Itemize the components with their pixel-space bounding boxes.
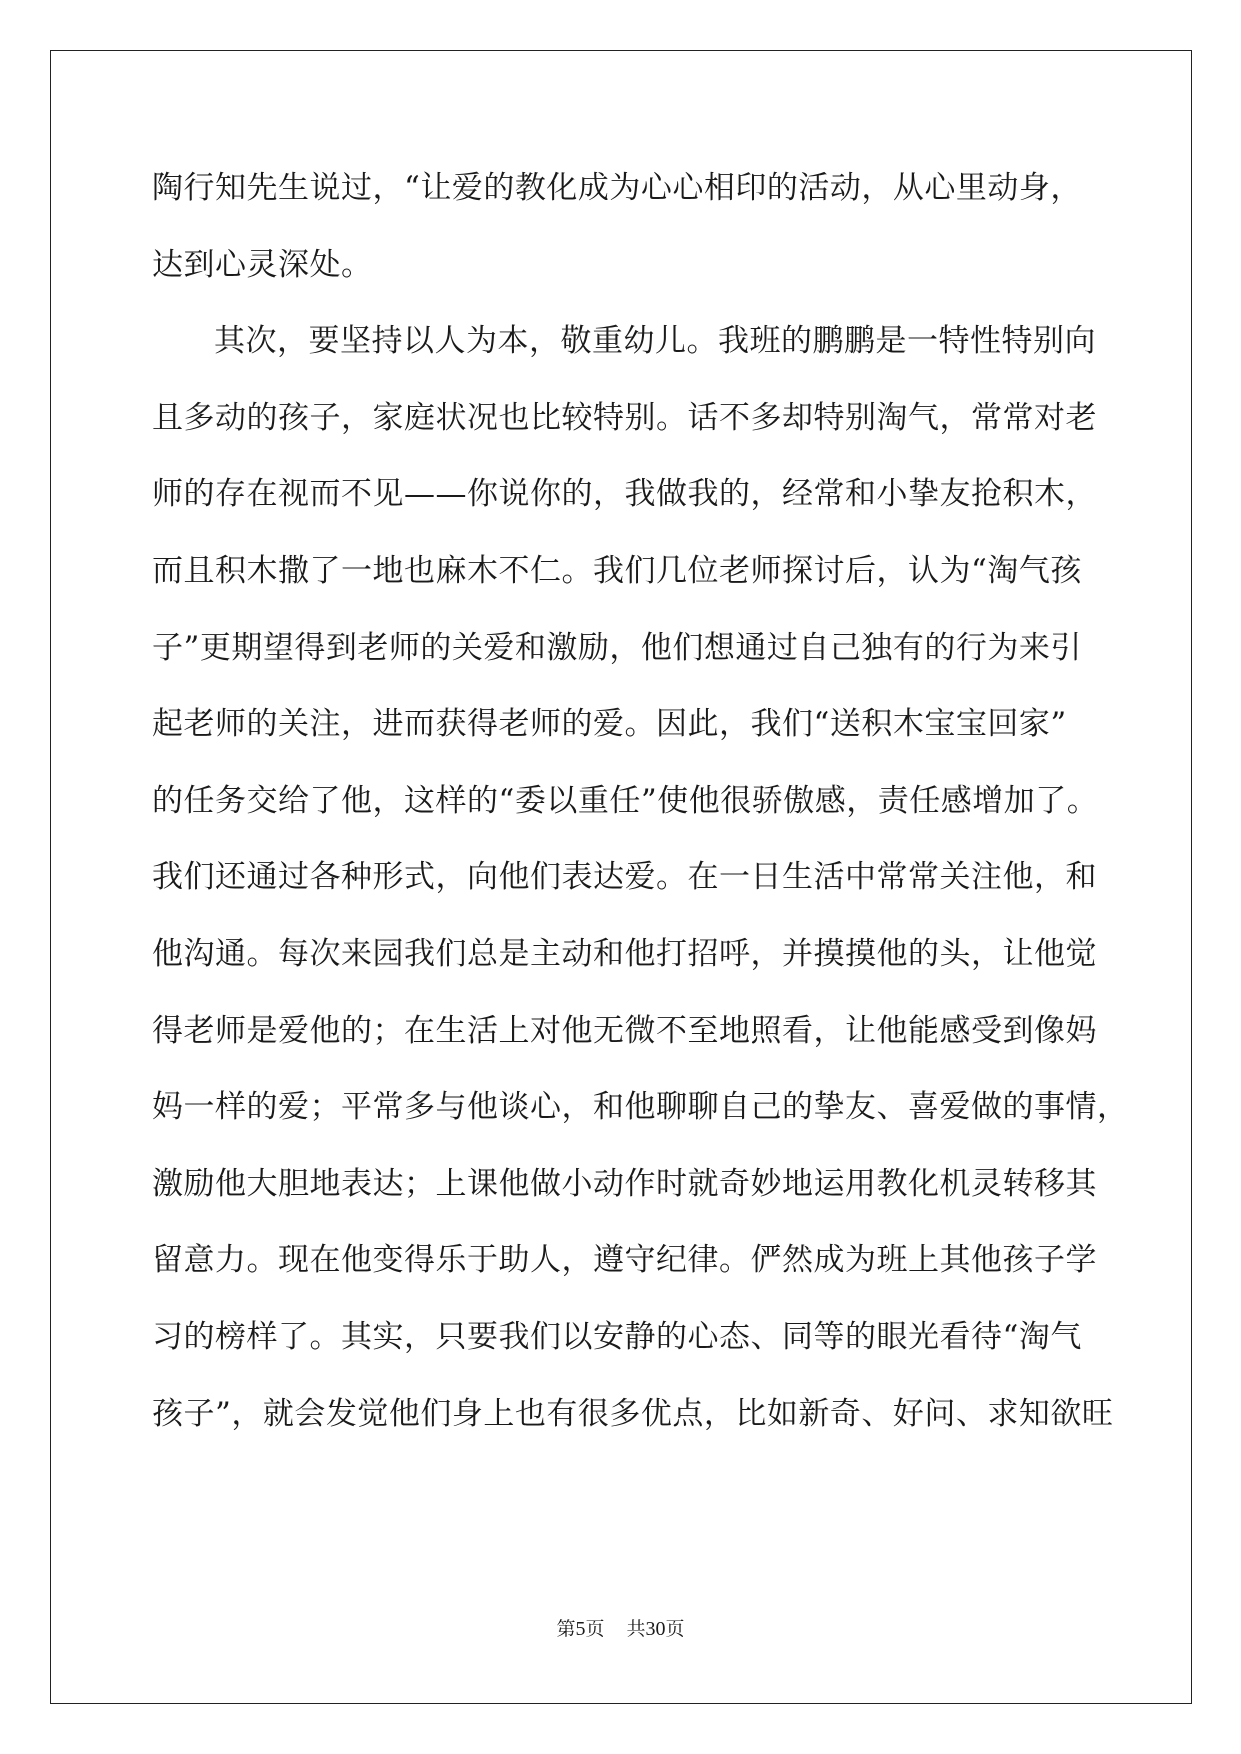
- text-line: 得老师是爱他的；在生活上对他无微不至地照看，让他能感受到像妈: [152, 1012, 1097, 1049]
- page-number: 5: [575, 1618, 586, 1640]
- text-line: 达到心灵深处。: [152, 246, 373, 283]
- text-line: 他沟通。每次来园我们总是主动和他打招呼，并摸摸他的头，让他觉: [152, 935, 1097, 972]
- text-line: 师的存在视而不见——你说你的，我做我的，经常和小挚友抢积木，: [152, 476, 1097, 513]
- text-line: 的任务交给了他，这样的“委以重任”使他很骄傲感，责任感增加了。: [152, 782, 1099, 819]
- text-line: 子”更期望得到老师的关爱和激励，他们想通过自己独有的行为来引: [152, 629, 1082, 666]
- text-line: 妈一样的爱；平常多与他谈心，和他聊聊自己的挚友、喜爱做的事情，: [152, 1089, 1129, 1126]
- text-line: 起老师的关注，进而获得老师的爱。因此，我们“送积木宝宝回家”: [152, 706, 1067, 743]
- page-prefix: 第: [556, 1618, 576, 1640]
- text-line: 而且积木撒了一地也麻木不仁。我们几位老师探讨后，认为“淘气孩: [152, 552, 1082, 589]
- page-suffix: 页: [585, 1618, 605, 1640]
- text-line: 我们还通过各种形式，向他们表达爱。在一日生活中常常关注他，和: [152, 859, 1097, 896]
- total-suffix: 页: [665, 1618, 685, 1640]
- text-line: 习的榜样了。其实，只要我们以安静的心态、同等的眼光看待“淘气: [152, 1318, 1082, 1355]
- text-line: 孩子”，就会发觉他们身上也有很多优点，比如新奇、好问、求知欲旺: [152, 1395, 1114, 1432]
- page-footer: [0, 1614, 1241, 1641]
- text-line: 且多动的孩子，家庭状况也比较特别。话不多却特别淘气，常常对老: [152, 399, 1097, 436]
- text-line: 其次，要坚持以人为本，敬重幼儿。我班的鹏鹏是一特性特别向: [214, 323, 1096, 360]
- text-line: 陶行知先生说过，“让爱的教化成为心心相印的活动，从心里动身，: [152, 170, 1082, 206]
- total-prefix: 共: [626, 1618, 646, 1640]
- document-body: [152, 163, 1129, 1465]
- text-line: 激励他大胆地表达；上课他做小动作时就奇妙地运用教化机灵转移其: [152, 1165, 1097, 1202]
- text-line: 留意力。现在他变得乐于助人，遵守纪律。俨然成为班上其他孩子学: [152, 1242, 1097, 1279]
- total-pages: 30: [645, 1618, 666, 1640]
